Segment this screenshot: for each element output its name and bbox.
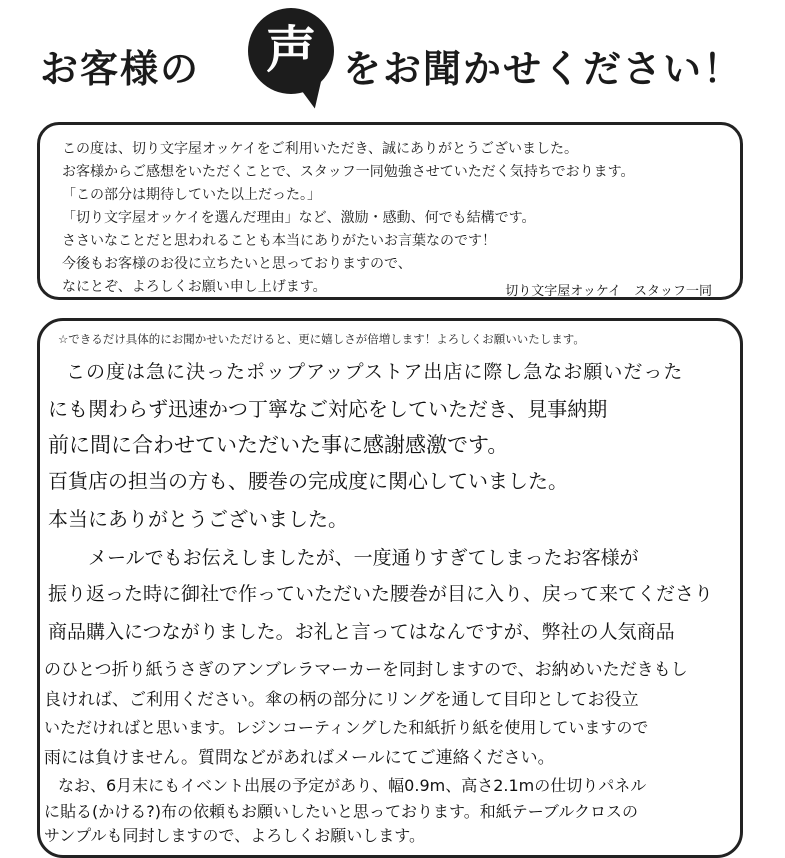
handwritten-line: 本当にありがとうございました。 xyxy=(48,507,348,531)
header xyxy=(0,0,785,120)
handwritten-line: この度は急に決ったポップアップストア出店に際し急なお願いだった xyxy=(66,361,684,383)
handwritten-line: 振り返った時に御社で作っていただいた腰巻が目に入り、戻って来てくださり xyxy=(48,583,714,605)
handwritten-line: 商品購入につながりました。お礼と言ってはなんですが、弊社の人気商品 xyxy=(48,621,675,643)
handwritten-line: サンプルも同封しますので、よろしくお願いします。 xyxy=(44,826,425,845)
handwritten-line: にも関わらず迅速かつ丁寧なご対応をしていただき、見事納期 xyxy=(48,397,608,421)
feedback-instruction: ☆できるだけ具体的にお聞かせいただけると、更に嬉しさが倍増します！よろしくお願いいたします。 xyxy=(58,332,585,346)
handwritten-line: 良ければ、ご利用ください。傘の柄の部分にリングを通して目印としてお役立 xyxy=(44,690,639,710)
intro-line: なにとぞ、よろしくお願い申し上げます。 xyxy=(62,279,327,295)
voice-badge: 声 xyxy=(266,21,316,79)
intro-line: ささいなことだと思われることも本当にありがたいお言葉なのです！ xyxy=(62,233,496,249)
staff-signature: 切り文字屋オッケイ スタッフ一同 xyxy=(505,284,712,299)
handwritten-line: いただければと思います。レジンコーティングした和紙折り紙を使用していますので xyxy=(44,718,649,737)
handwritten-line: なお、6月末にもイベント出展の予定があり、幅0.9m、高さ2.1mの仕切りパネル xyxy=(58,776,647,795)
handwritten-line: メールでもお伝えしましたが、一度通りすぎてしまったお客様が xyxy=(88,547,639,569)
handwritten-line: 雨には負けません。質問などがあればメールにてご連絡ください。 xyxy=(44,748,555,768)
feedback-box xyxy=(37,318,743,858)
intro-message-box xyxy=(37,122,743,300)
intro-line: この度は、切り文字屋オッケイをご利用いただき、誠にありがとうございました。 xyxy=(62,141,579,157)
page-title-before: お客様の xyxy=(40,47,201,91)
intro-line: 今後もお客様のお役に立ちたいと思っておりますので、 xyxy=(62,256,412,272)
intro-line: お客様からご感想をいただくことで、スタッフ一同勉強させていただく気持ちでおります。 xyxy=(62,164,635,180)
intro-line: 「この部分は期待していた以上だった。」 xyxy=(62,187,321,203)
handwritten-line: のひとつ折り紙うさぎのアンブレラマーカーを同封しますので、お納めいただきもし xyxy=(44,660,688,680)
intro-line: 「切り文字屋オッケイを選んだ理由」など、激励・感動、何でも結構です。 xyxy=(62,210,536,226)
page-title-after: をお聞かせください！ xyxy=(343,47,744,91)
handwritten-line: に貼る(かける?)布の依頼もお願いしたいと思っております。和紙テーブルクロスの xyxy=(44,802,638,821)
handwritten-line: 前に間に合わせていただいた事に感謝感激です。 xyxy=(48,433,509,457)
handwritten-line: 百貨店の担当の方も、腰巻の完成度に関心していました。 xyxy=(48,469,568,493)
